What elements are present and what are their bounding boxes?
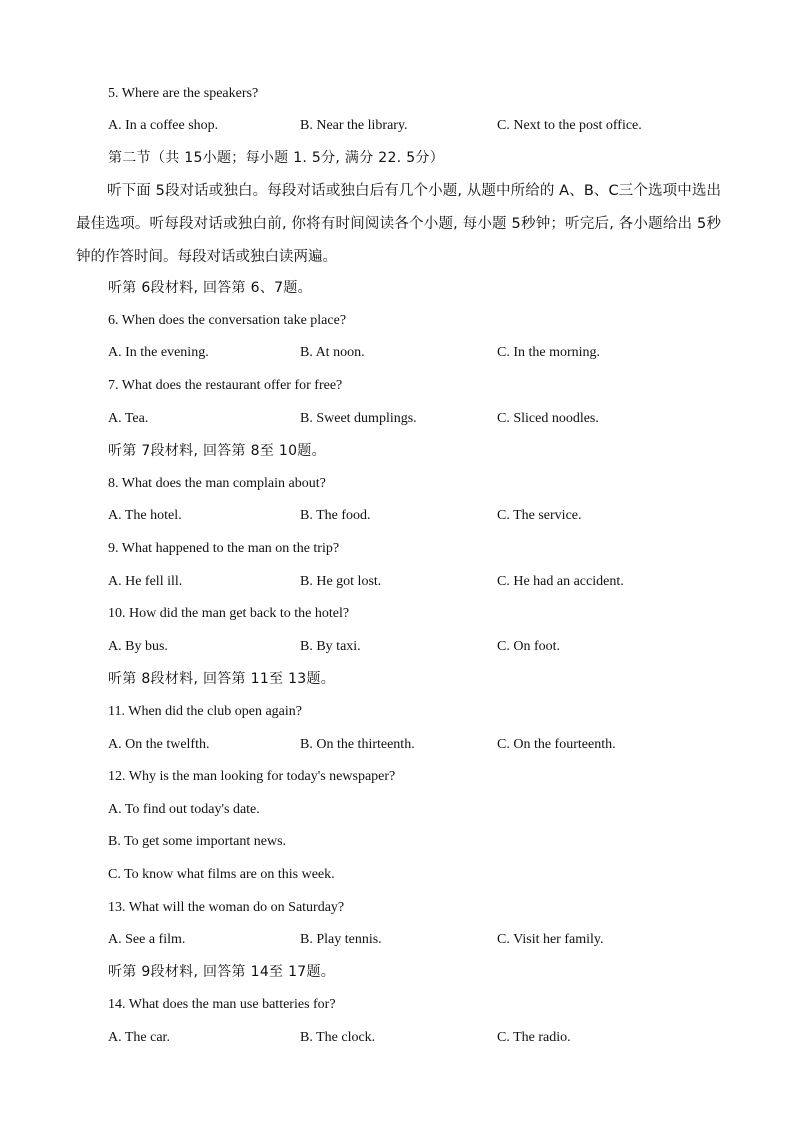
q10-option-a: A. By bus. bbox=[108, 639, 168, 654]
q8-option-c: C. The service. bbox=[497, 508, 582, 523]
question-7: 7. What does the restaurant offer for free? bbox=[108, 378, 343, 393]
q11-option-a: A. On the twelfth. bbox=[108, 737, 210, 752]
question-9: 9. What happened to the man on the trip? bbox=[108, 541, 340, 556]
question-5: 5. Where are the speakers? bbox=[108, 86, 259, 101]
q10-option-b: B. By taxi. bbox=[300, 639, 361, 654]
q8-option-a: A. The hotel. bbox=[108, 508, 182, 523]
q7-option-b: B. Sweet dumplings. bbox=[300, 411, 417, 426]
question-14: 14. What does the man use batteries for? bbox=[108, 997, 336, 1012]
material-9-heading: 听第 9段材料, 回答第 14至 17题。 bbox=[108, 964, 336, 980]
q5-option-b: B. Near the library. bbox=[300, 118, 408, 133]
material-6-heading: 听第 6段材料, 回答第 6、7题。 bbox=[108, 280, 312, 296]
question-13: 13. What will the woman do on Saturday? bbox=[108, 900, 345, 915]
question-10: 10. How did the man get back to the hotel? bbox=[108, 606, 350, 621]
question-11: 11. When did the club open again? bbox=[108, 704, 302, 719]
q7-option-c: C. Sliced noodles. bbox=[497, 411, 599, 426]
q7-option-a: A. Tea. bbox=[108, 411, 149, 426]
question-12: 12. Why is the man looking for today's newspaper? bbox=[108, 769, 396, 784]
q5-option-a: A. In a coffee shop. bbox=[108, 118, 219, 133]
q12-option-b: B. To get some important news. bbox=[108, 834, 287, 849]
q9-option-c: C. He had an accident. bbox=[497, 574, 624, 589]
q10-option-c: C. On foot. bbox=[497, 639, 560, 654]
q9-option-a: A. He fell ill. bbox=[108, 574, 183, 589]
question-6: 6. When does the conversation take place? bbox=[108, 313, 347, 328]
material-7-heading: 听第 7段材料, 回答第 8至 10题。 bbox=[108, 443, 326, 459]
q14-option-c: C. The radio. bbox=[497, 1030, 571, 1045]
q6-option-a: A. In the evening. bbox=[108, 345, 209, 360]
material-8-heading: 听第 8段材料, 回答第 11至 13题。 bbox=[108, 671, 336, 687]
question-8: 8. What does the man complain about? bbox=[108, 476, 326, 491]
q12-option-c: C. To know what films are on this week. bbox=[108, 867, 335, 882]
section-2-title: 第二节（共 15小题；每小题 1. 5分, 满分 22. 5分） bbox=[108, 150, 445, 166]
q11-option-c: C. On the fourteenth. bbox=[497, 737, 616, 752]
q11-option-b: B. On the thirteenth. bbox=[300, 737, 415, 752]
q13-option-b: B. Play tennis. bbox=[300, 932, 382, 947]
section-2-instructions: 听下面 5段对话或独白。每段对话或独白后有几个小题, 从题中所给的 A、B、C三个选项中选出最佳选项。听每段对话或独白前, 你将有时间阅读各个小题, 每小题 5秒钟；听完后, 各小题给出 5秒钟的作答时间。每段对话或独白读两遍。 bbox=[76, 183, 721, 265]
q13-option-c: C. Visit her family. bbox=[497, 932, 604, 947]
q9-option-b: B. He got lost. bbox=[300, 574, 382, 589]
q12-option-a: A. To find out today's date. bbox=[108, 802, 260, 817]
q5-option-c: C. Next to the post office. bbox=[497, 118, 642, 133]
q6-option-b: B. At noon. bbox=[300, 345, 365, 360]
q6-option-c: C. In the morning. bbox=[497, 345, 601, 360]
q8-option-b: B. The food. bbox=[300, 508, 371, 523]
q14-option-b: B. The clock. bbox=[300, 1030, 376, 1045]
q13-option-a: A. See a film. bbox=[108, 932, 186, 947]
q14-option-a: A. The car. bbox=[108, 1030, 170, 1045]
